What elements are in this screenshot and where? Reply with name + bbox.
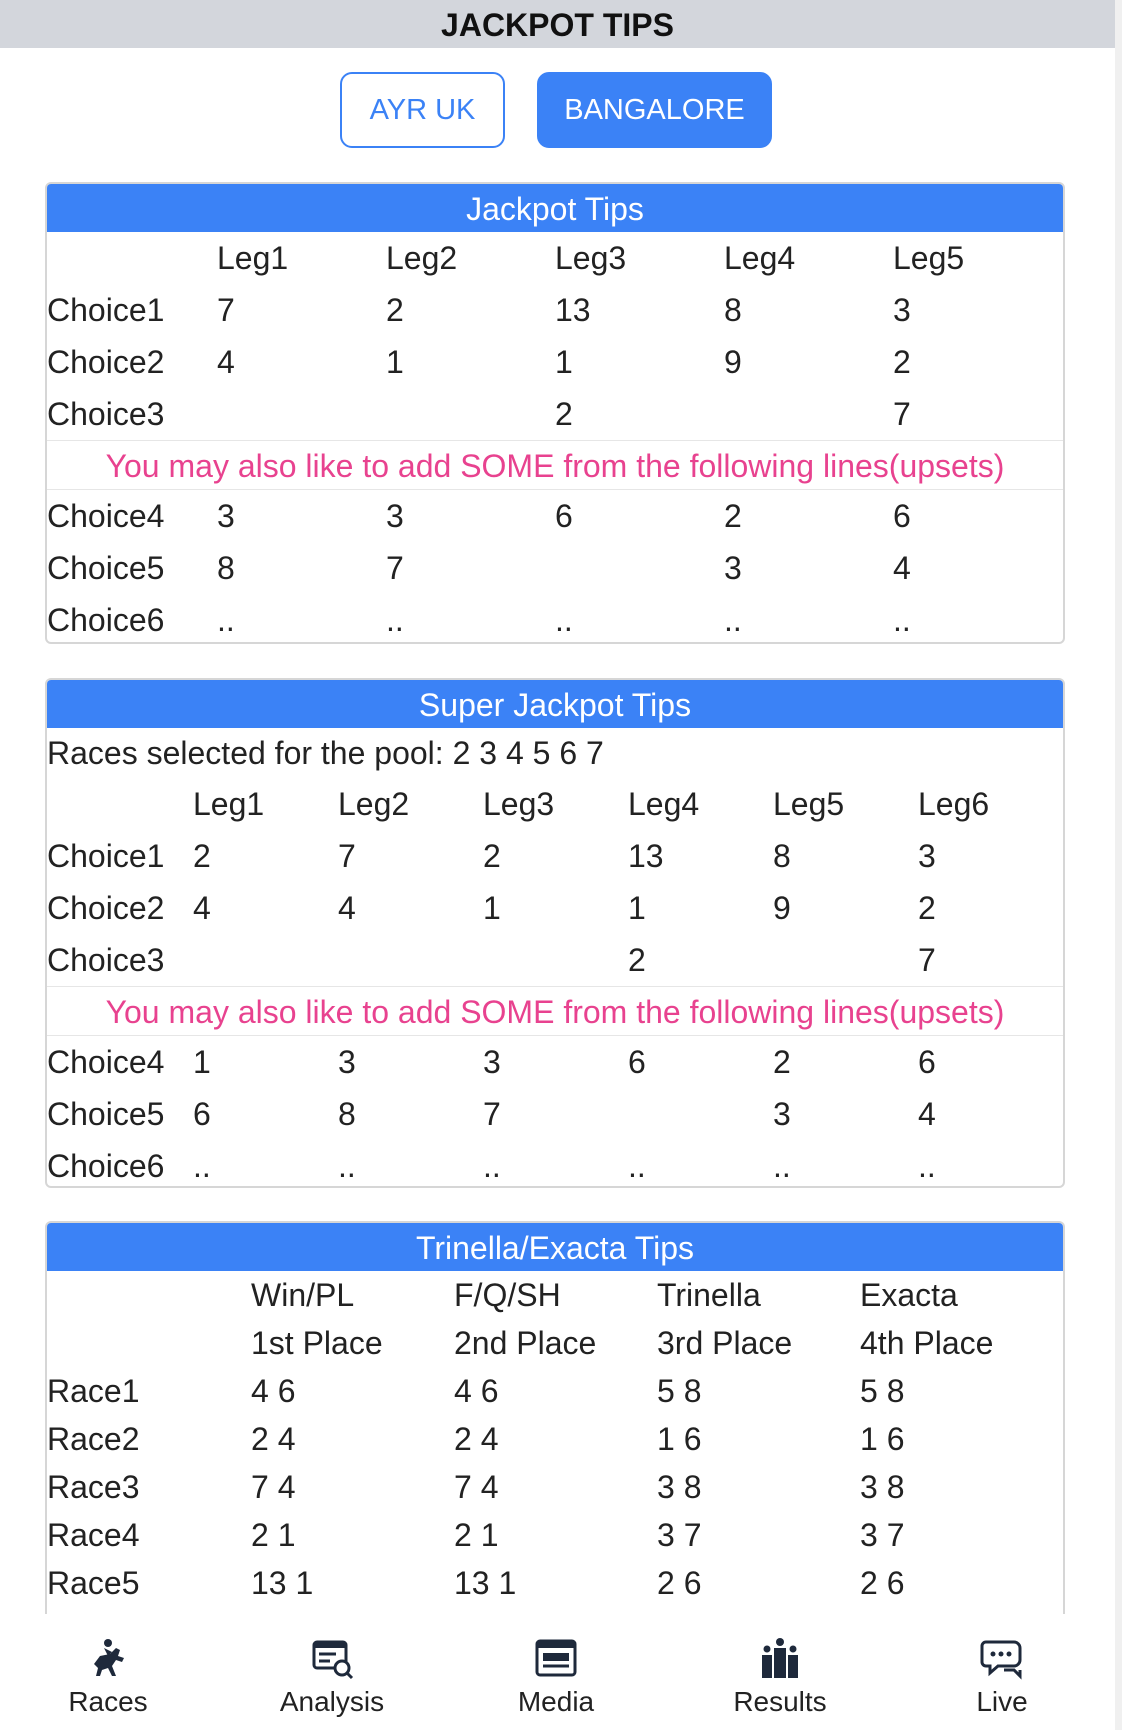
leg-header: Leg4: [724, 240, 796, 276]
tip-value: 2: [193, 838, 211, 874]
race-label: Race1: [47, 1373, 140, 1409]
trinella-exacta-table: [47, 1271, 1063, 1607]
tip-value: 2 1: [454, 1517, 499, 1553]
tip-value: 2: [386, 292, 404, 328]
race-row: [47, 1415, 1063, 1463]
tip-value: 13: [555, 292, 591, 328]
tip-value: ..: [555, 602, 573, 638]
jackpot-table: [47, 232, 1063, 644]
tip-value: ..: [773, 1148, 791, 1184]
race-row: [47, 1463, 1063, 1511]
tip-value: 8: [724, 292, 742, 328]
tip-value: 7: [386, 550, 404, 586]
tip-value: 7: [918, 942, 936, 978]
tip-value: 3: [217, 498, 235, 534]
nav-item-analysis[interactable]: [232, 1614, 432, 1730]
tip-value: 9: [773, 890, 791, 926]
tip-value: ..: [628, 1148, 646, 1184]
choice-label: Choice6: [47, 1148, 165, 1184]
choice-row: [47, 882, 1063, 934]
tip-value: 6: [918, 1044, 936, 1080]
choice-row: [47, 1140, 1063, 1188]
tip-value: 7: [217, 292, 235, 328]
tip-value: 3 7: [860, 1517, 905, 1553]
bet-type-header: F/Q/SH: [454, 1277, 561, 1313]
card-title: Super Jackpot Tips: [47, 680, 1063, 728]
podium-icon: [758, 1636, 802, 1680]
tip-value: 2 6: [657, 1565, 702, 1601]
tip-value: 1: [386, 344, 404, 380]
nav-item-races[interactable]: [8, 1614, 208, 1730]
bet-type-header: Trinella: [657, 1277, 761, 1313]
tip-value: 7 4: [251, 1469, 296, 1505]
tip-value: 2: [773, 1044, 791, 1080]
tip-value: 3: [386, 498, 404, 534]
tip-value: 8: [217, 550, 235, 586]
upsets-note: You may also like to add SOME from the following lines(upsets): [47, 986, 1063, 1036]
media-icon: [534, 1636, 578, 1680]
choice-label: Choice6: [47, 602, 165, 638]
choice-row: [47, 1036, 1063, 1088]
tip-value: 1: [555, 344, 573, 380]
tip-value: 5 8: [860, 1373, 905, 1409]
choice-row: [47, 830, 1063, 882]
tip-value: 13 1: [454, 1565, 517, 1601]
tip-value: 7: [338, 838, 356, 874]
tip-value: 4 6: [251, 1373, 296, 1409]
tip-value: 13: [628, 838, 664, 874]
tip-value: 1: [193, 1044, 211, 1080]
nav-item-results[interactable]: [680, 1614, 880, 1730]
tip-value: 3: [338, 1044, 356, 1080]
tip-value: 5 8: [657, 1373, 702, 1409]
bet-type-header: Exacta: [860, 1277, 958, 1313]
nav-label: Live: [976, 1686, 1028, 1717]
leg-header: Leg1: [193, 786, 265, 822]
race-row: [47, 1367, 1063, 1415]
tip-value: 2 4: [251, 1421, 296, 1457]
horse-rider-icon: [86, 1636, 130, 1680]
tip-value: ..: [483, 1148, 501, 1184]
tip-value: 2: [724, 498, 742, 534]
leg-header: Leg3: [555, 240, 627, 276]
choice-label: Choice3: [47, 942, 165, 978]
pool-races-text: Races selected for the pool: 2 3 4 5 6 7: [47, 735, 604, 771]
tip-value: 3: [773, 1096, 791, 1132]
tip-value: 7: [893, 396, 911, 432]
leg-header: Leg2: [386, 240, 458, 276]
tip-value: ..: [386, 602, 404, 638]
tip-value: 1: [483, 890, 501, 926]
tip-value: ..: [338, 1148, 356, 1184]
tip-value: 8: [338, 1096, 356, 1132]
choice-label: Choice1: [47, 838, 165, 874]
tip-value: 7: [483, 1096, 501, 1132]
tip-value: ..: [893, 602, 911, 638]
place-header: 1st Place: [251, 1325, 383, 1361]
place-header: 4th Place: [860, 1325, 994, 1361]
leg-header: Leg5: [773, 786, 845, 822]
place-header: 3rd Place: [657, 1325, 793, 1361]
tip-value: 3 8: [657, 1469, 702, 1505]
leg-header: Leg1: [217, 240, 289, 276]
choice-label: Choice2: [47, 344, 165, 380]
tip-value: 3 7: [657, 1517, 702, 1553]
choice-row: [47, 388, 1063, 440]
nav-label: Analysis: [279, 1686, 385, 1717]
tip-value: 2: [893, 344, 911, 380]
choice-row: [47, 594, 1063, 644]
nav-label: Media: [517, 1686, 595, 1717]
leg-header: Leg2: [338, 786, 410, 822]
tip-value: 2 6: [860, 1565, 905, 1601]
tip-value: ..: [217, 602, 235, 638]
tip-value: 13 1: [251, 1565, 314, 1601]
nav-label: Results: [733, 1686, 827, 1717]
venue-selector: [0, 72, 1115, 148]
tip-value: ..: [193, 1148, 211, 1184]
tip-value: 9: [724, 344, 742, 380]
bottom-nav: [0, 1614, 1115, 1730]
tip-value: 3: [724, 550, 742, 586]
tip-value: 6: [193, 1096, 211, 1132]
race-label: Race5: [47, 1565, 140, 1601]
tip-value: 6: [893, 498, 911, 534]
bet-type-header-row: [47, 1271, 1063, 1319]
tip-value: 4 6: [454, 1373, 499, 1409]
tip-value: ..: [918, 1148, 936, 1184]
tip-value: 2 4: [454, 1421, 499, 1457]
choice-row: [47, 934, 1063, 986]
tip-value: 3: [918, 838, 936, 874]
tip-value: 2: [483, 838, 501, 874]
tip-value: 6: [628, 1044, 646, 1080]
leg-header: Leg5: [893, 240, 965, 276]
tip-value: 6: [555, 498, 573, 534]
tip-value: 4: [217, 344, 235, 380]
tip-value: 3: [483, 1044, 501, 1080]
tip-value: 1: [628, 890, 646, 926]
choice-row: [47, 336, 1063, 388]
choice-row: [47, 284, 1063, 336]
place-header: 2nd Place: [454, 1325, 597, 1361]
analysis-icon: [310, 1636, 354, 1680]
race-label: Race3: [47, 1469, 140, 1505]
card-title: Trinella/Exacta Tips: [47, 1223, 1063, 1271]
bet-type-header: Win/PL: [251, 1277, 355, 1313]
tip-value: ..: [724, 602, 742, 638]
jackpot-tips-card: [45, 182, 1065, 644]
choice-label: Choice5: [47, 1096, 165, 1132]
choice-label: Choice4: [47, 498, 165, 534]
choice-label: Choice4: [47, 1044, 165, 1080]
choice-label: Choice2: [47, 890, 165, 926]
tip-value: 1 6: [657, 1421, 702, 1457]
super-jackpot-tips-card: [45, 678, 1065, 1188]
nav-item-live[interactable]: [902, 1614, 1102, 1730]
card-title: Jackpot Tips: [47, 184, 1063, 232]
choice-row: [47, 490, 1063, 542]
leg-header: Leg4: [628, 786, 700, 822]
leg-header: Leg6: [918, 786, 990, 822]
tip-value: 2: [555, 396, 573, 432]
tip-value: 7 4: [454, 1469, 499, 1505]
leg-header-row: [47, 778, 1063, 830]
choice-row: [47, 1088, 1063, 1140]
race-row: [47, 1559, 1063, 1607]
venue-button-ayr-uk[interactable]: AYR UK: [340, 72, 505, 148]
choice-row: [47, 542, 1063, 594]
nav-label: Races: [68, 1686, 148, 1717]
leg-header-row: [47, 232, 1063, 284]
place-header-row: [47, 1319, 1063, 1367]
choice-label: Choice3: [47, 396, 165, 432]
tip-value: 1 6: [860, 1421, 905, 1457]
nav-item-media[interactable]: [456, 1614, 656, 1730]
chat-bubbles-icon: [980, 1636, 1024, 1680]
leg-header: Leg3: [483, 786, 555, 822]
page-title: JACKPOT TIPS: [0, 0, 1115, 48]
tip-value: 4: [918, 1096, 936, 1132]
tip-value: 2 1: [251, 1517, 296, 1553]
tip-value: 3: [893, 292, 911, 328]
upsets-note: You may also like to add SOME from the following lines(upsets): [47, 440, 1063, 490]
tip-value: 2: [628, 942, 646, 978]
tip-value: 4: [893, 550, 911, 586]
super-jackpot-table: [47, 778, 1063, 1188]
race-label: Race4: [47, 1517, 140, 1553]
race-row: [47, 1511, 1063, 1559]
choice-label: Choice1: [47, 292, 165, 328]
venue-button-bangalore[interactable]: BANGALORE: [537, 72, 772, 148]
scrollbar[interactable]: [1115, 0, 1122, 1730]
tip-value: 3 8: [860, 1469, 905, 1505]
race-label: Race2: [47, 1421, 140, 1457]
tip-value: 4: [193, 890, 211, 926]
choice-label: Choice5: [47, 550, 165, 586]
tip-value: 8: [773, 838, 791, 874]
tip-value: 2: [918, 890, 936, 926]
trinella-exacta-tips-card: [45, 1221, 1065, 1621]
tip-value: 4: [338, 890, 356, 926]
